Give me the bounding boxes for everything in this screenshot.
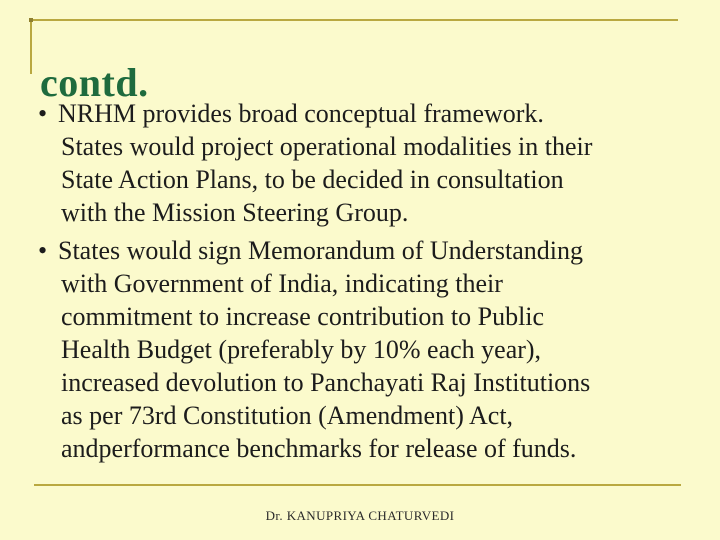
footer-credit: Dr. KANUPRIYA CHATURVEDI bbox=[265, 508, 455, 523]
bullet-line: commitment to increase contribution to Public bbox=[61, 302, 545, 331]
bullet-line: State Action Plans, to be decided in consultation bbox=[61, 165, 564, 194]
title-rule-corner bbox=[29, 18, 33, 22]
bullet-list bbox=[38, 97, 720, 465]
bullet-line: as per 73rd Constitution (Amendment) Act, bbox=[61, 401, 514, 430]
bullet-line: Health Budget (preferably by 10% each year), bbox=[61, 335, 542, 364]
slide-title: contd. bbox=[40, 59, 149, 105]
bullet-item bbox=[38, 97, 720, 229]
bullet-marker: • bbox=[38, 236, 48, 265]
bullet-line: increased devolution to Panchayati Raj Institutions bbox=[61, 368, 591, 397]
title-left-rule bbox=[30, 19, 32, 74]
bullet-line: States would project operational modalities in their bbox=[61, 132, 593, 161]
bullet-line: with the Mission Steering Group. bbox=[61, 198, 409, 227]
bullet-line: States would sign Memorandum of Understanding bbox=[58, 236, 583, 265]
bullet-line: andperformance benchmarks for release of funds. bbox=[61, 434, 577, 463]
bullet-line: NRHM provides broad conceptual framework. bbox=[58, 99, 544, 128]
title-top-rule bbox=[30, 19, 678, 21]
footer-rule bbox=[34, 484, 681, 486]
bullet-item bbox=[38, 234, 720, 465]
bullet-line: with Government of India, indicating their bbox=[61, 269, 503, 298]
bullet-marker: • bbox=[38, 99, 48, 128]
